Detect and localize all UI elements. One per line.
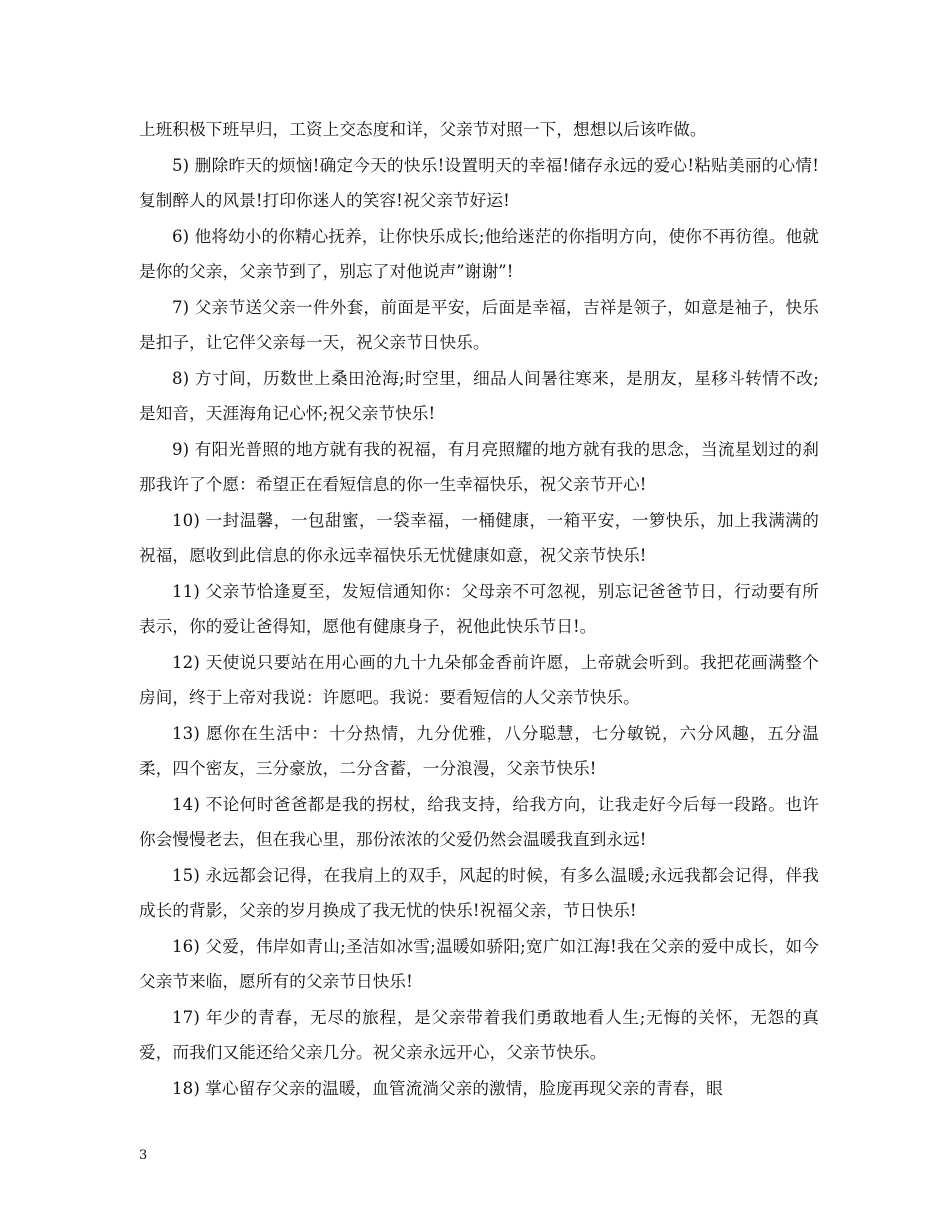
paragraph-item-18: 18) 掌心留存父亲的温暖，血管流淌父亲的激情，脸庞再现父亲的青春，眼 — [172, 1078, 723, 1098]
paragraph-item-17: 17) 年少的青春，无尽的旅程，是父亲带着我们勇敢地看人生;无悔的关怀，无怨的真爱，而我们又能还给父亲几分。祝父亲永远开心，父亲节快乐。 — [139, 1007, 819, 1062]
document-body — [139, 112, 819, 1106]
paragraph-item-14: 14) 不论何时爸爸都是我的拐杖，给我支持，给我方向，让我走好今后每一段路。也许你会慢慢老去，但在我心里，那份浓浓的父爱仍然会温暖我直到永远! — [139, 794, 819, 849]
paragraph-item-6: 6) 他将幼小的你精心抚养，让你快乐成长;他给迷茫的你指明方向，使你不再彷徨。他就是你的父亲，父亲节到了，别忘了对他说声”谢谢”! — [139, 226, 819, 281]
paragraph-item-8: 8) 方寸间，历数世上桑田沧海;时空里，细品人间暑往寒来，是朋友，星移斗转情不改;是知音，天涯海角记心怀;祝父亲节快乐! — [139, 368, 819, 423]
paragraph-item-5: 5) 删除昨天的烦恼!确定今天的快乐!设置明天的幸福!储存永远的爱心!粘贴美丽的心情!复制醉人的风景!打印你迷人的笑容!祝父亲节好运! — [139, 155, 819, 210]
paragraph-item-15: 15) 永远都会记得，在我肩上的双手，风起的时候，有多么温暖;永远我都会记得，伴我成长的背影，父亲的岁月换成了我无忧的快乐!祝福父亲，节日快乐! — [139, 865, 819, 920]
paragraph-item-12: 12) 天使说只要站在用心画的九十九朵郁金香前许愿，上帝就会听到。我把花画满整个房间，终于上帝对我说：许愿吧。我说：要看短信的人父亲节快乐。 — [139, 652, 819, 707]
paragraph-continuation: 上班积极下班早归，工资上交态度和详，父亲节对照一下，想想以后该咋做。 — [139, 120, 707, 139]
paragraph-item-11: 11) 父亲节恰逢夏至，发短信通知你：父母亲不可忽视，别忘记爸爸节日，行动要有所表示，你的爱让爸得知，愿他有健康身子，祝他此快乐节日!。 — [139, 581, 819, 636]
paragraph-item-9: 9) 有阳光普照的地方就有我的祝福，有月亮照耀的地方就有我的思念，当流星划过的刹那我许了个愿：希望正在看短信息的你一生幸福快乐，祝父亲节开心! — [139, 439, 819, 494]
paragraph-item-13: 13) 愿你在生活中：十分热情，九分优雅，八分聪慧，七分敏锐，六分风趣，五分温柔，四个密友，三分豪放，二分含蓄，一分浪漫，父亲节快乐! — [139, 723, 819, 778]
page-number: 3 — [139, 1148, 148, 1163]
paragraph-item-16: 16) 父爱，伟岸如青山;圣洁如冰雪;温暖如骄阳;宽广如江海!我在父亲的爱中成长，如今父亲节来临，愿所有的父亲节日快乐! — [139, 936, 819, 991]
paragraph-item-7: 7) 父亲节送父亲一件外套，前面是平安，后面是幸福，吉祥是领子，如意是袖子，快乐是扣子，让它伴父亲每一天，祝父亲节日快乐。 — [139, 297, 819, 352]
paragraph-item-10: 10) 一封温馨，一包甜蜜，一袋幸福，一桶健康，一箱平安，一箩快乐，加上我满满的祝福，愿收到此信息的你永远幸福快乐无忧健康如意，祝父亲节快乐! — [139, 510, 819, 565]
